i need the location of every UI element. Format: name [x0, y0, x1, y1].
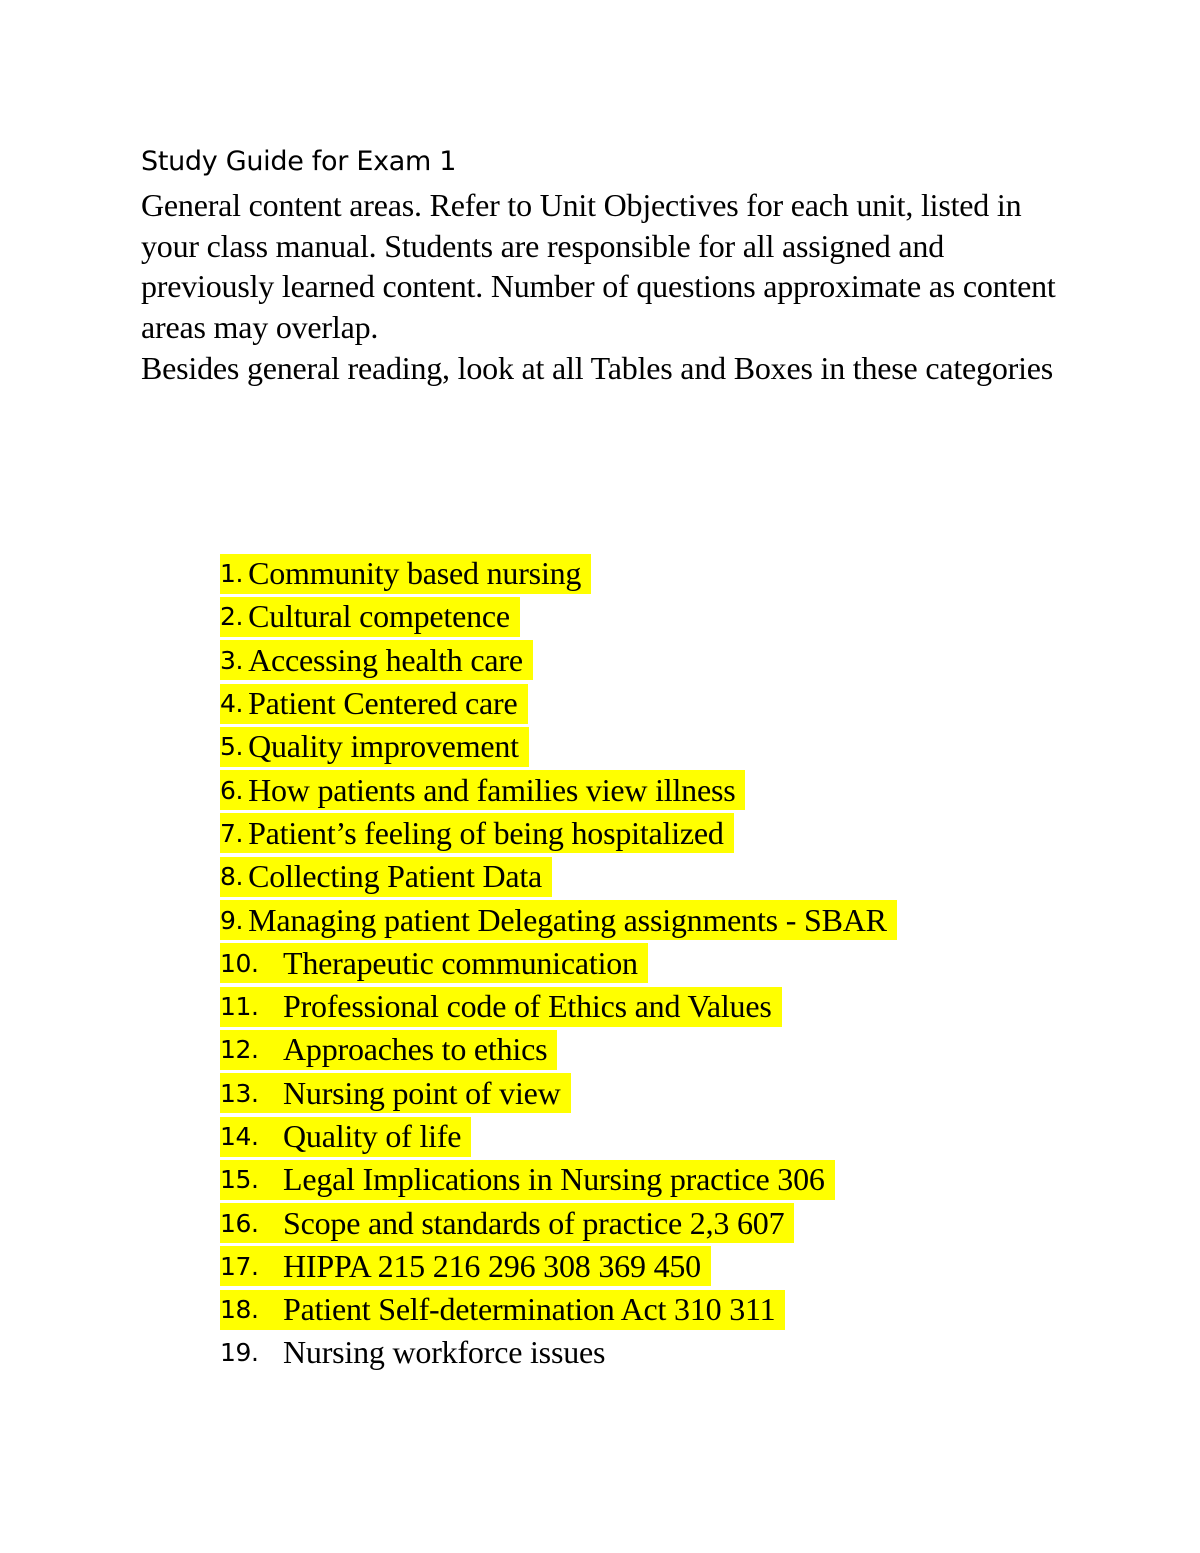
topic-item — [220, 1201, 897, 1244]
topic-label: Nursing workforce issues — [283, 1334, 606, 1371]
intro-paragraph: General content areas. Refer to Unit Objectives for each unit, listed in your class manual. Students are responsible for all assigned and previously learned content. Number of questions approximate as content areas may overlap. — [141, 187, 1056, 346]
highlighted-text — [220, 727, 529, 767]
highlighted-text — [220, 1160, 835, 1200]
topic-item — [220, 768, 897, 811]
document-title: Study Guide for Exam 1 — [141, 146, 457, 177]
topic-item — [220, 682, 897, 725]
topic-item — [220, 1288, 897, 1331]
topic-label: Patient’s feeling of being hospitalized — [248, 814, 724, 851]
topic-number: 7. — [220, 818, 244, 848]
topic-label: Collecting Patient Data — [248, 858, 543, 895]
highlighted-text — [220, 770, 745, 810]
topic-number: 8. — [220, 862, 244, 892]
topic-number: 14. — [220, 1122, 259, 1151]
topic-item — [220, 1245, 897, 1288]
highlighted-text — [220, 900, 897, 940]
topic-number: 4. — [220, 689, 244, 719]
topic-number: 1. — [220, 559, 244, 589]
topic-label: Nursing point of view — [283, 1074, 561, 1111]
topic-number: 3. — [220, 645, 244, 675]
topic-list — [220, 552, 897, 1375]
highlighted-text — [220, 943, 648, 983]
topic-label: Approaches to ethics — [283, 1031, 548, 1068]
highlighted-text — [220, 1246, 711, 1286]
highlighted-text — [220, 1203, 794, 1243]
topic-label: How patients and families view illness — [248, 771, 736, 808]
topic-label: Quality of life — [283, 1118, 462, 1154]
topic-label: Professional code of Ethics and Values — [283, 988, 772, 1025]
topic-item — [220, 725, 897, 768]
topic-label: Patient Centered care — [248, 685, 518, 722]
topic-item — [220, 1158, 897, 1201]
topic-number: 17. — [220, 1251, 259, 1281]
topic-item — [220, 855, 897, 898]
intro-text — [141, 185, 1061, 389]
topic-item — [220, 1331, 897, 1374]
topic-number: 9. — [220, 905, 244, 935]
topic-label: Accessing health care — [248, 641, 523, 678]
topic-label: HIPPA 215 216 296 308 369 450 — [283, 1247, 701, 1284]
topic-item — [220, 812, 897, 855]
highlighted-text — [220, 987, 782, 1027]
topic-item — [220, 639, 897, 682]
plain-text — [220, 1333, 615, 1373]
topic-item — [220, 1115, 897, 1158]
topic-number: 15. — [220, 1165, 259, 1195]
highlighted-text — [220, 1030, 557, 1070]
topic-item — [220, 985, 897, 1028]
topic-item — [220, 552, 897, 595]
topic-label: Patient Self-determination Act 310 311 — [283, 1291, 776, 1328]
highlighted-text — [220, 640, 533, 680]
topic-number: 16. — [220, 1208, 259, 1238]
topic-number: 12. — [220, 1035, 259, 1065]
topic-number: 11. — [220, 992, 259, 1022]
highlighted-text — [220, 597, 520, 637]
topic-number: 18. — [220, 1295, 259, 1325]
topic-item — [220, 942, 897, 985]
topic-label: Therapeutic communication — [283, 944, 638, 981]
topic-item — [220, 898, 897, 941]
topic-label: Legal Implications in Nursing practice 306 — [283, 1161, 825, 1198]
highlighted-text — [220, 684, 528, 724]
topic-label: Community based nursing — [248, 555, 582, 592]
highlighted-text — [220, 1073, 571, 1113]
highlighted-text — [220, 1117, 471, 1157]
topic-number: 10. — [220, 948, 259, 978]
topic-label: Cultural competence — [248, 598, 510, 635]
topic-label: Managing patient Delegating assignments - SBAR — [248, 901, 887, 938]
topic-number: 5. — [220, 732, 244, 762]
topic-item — [220, 595, 897, 638]
highlighted-text — [220, 554, 591, 594]
intro-paragraph: Besides general reading, look at all Tables and Boxes in these categories — [141, 349, 1054, 386]
topic-item — [220, 1072, 897, 1115]
topic-number: 6. — [220, 775, 244, 805]
topic-label: Quality improvement — [248, 728, 519, 765]
topic-number: 2. — [220, 602, 244, 632]
highlighted-text — [220, 1290, 785, 1330]
highlighted-text — [220, 813, 734, 853]
topic-number: 19. — [220, 1338, 259, 1368]
topic-number: 13. — [220, 1078, 259, 1108]
highlighted-text — [220, 857, 552, 897]
topic-label: Scope and standards of practice 2,3 607 — [283, 1204, 785, 1241]
topic-item — [220, 1028, 897, 1071]
